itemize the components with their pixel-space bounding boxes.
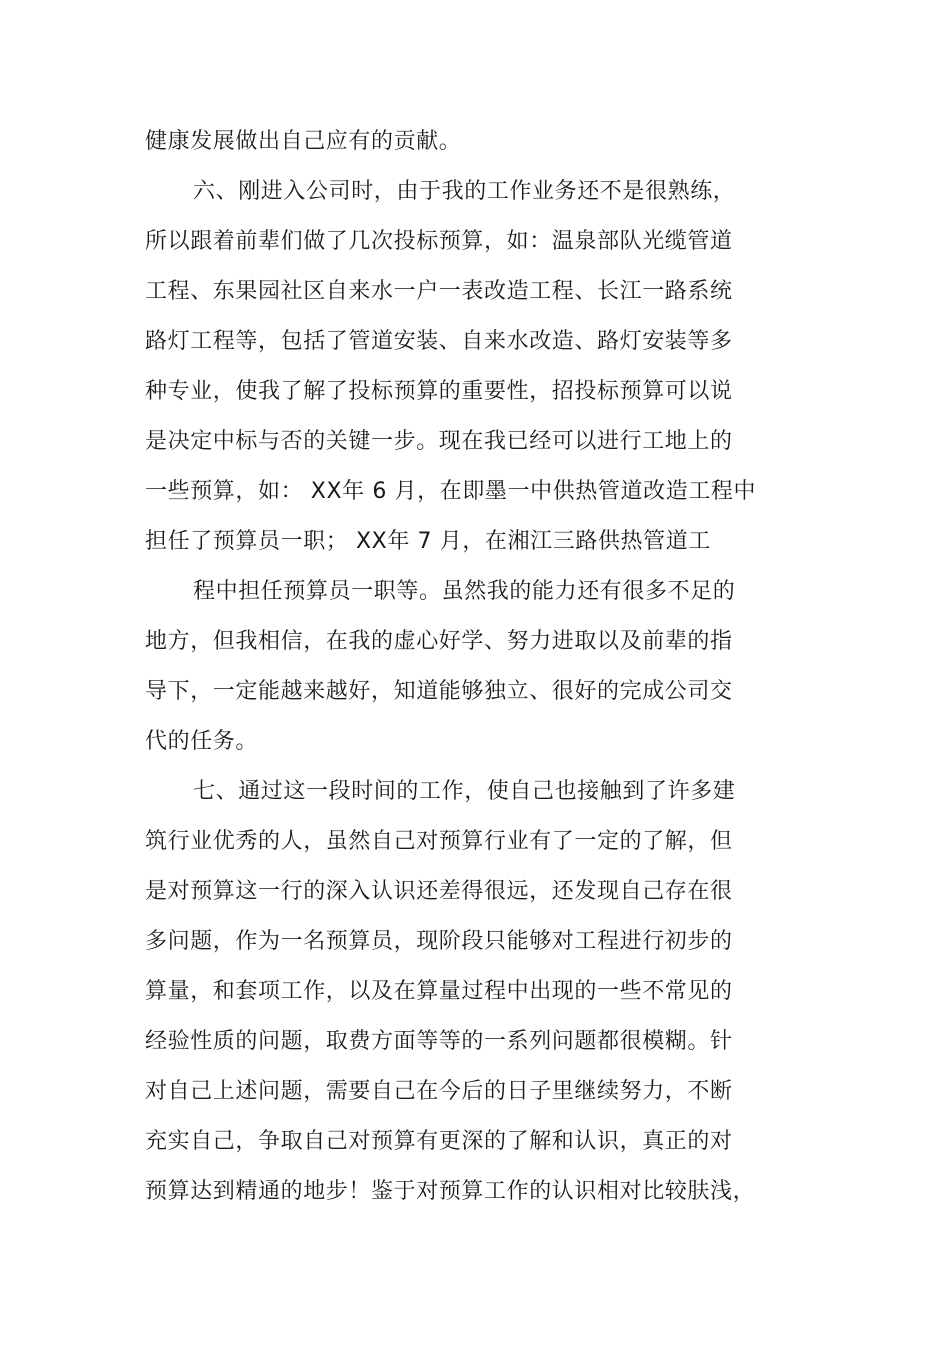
- text-line: 健康发展做出自己应有的贡献。: [145, 129, 462, 154]
- text-line: 地方，但我相信，在我的虚心好学、努力进取以及前辈的指: [145, 629, 733, 654]
- text-line: 预算达到精通的地步！鉴于对预算工作的认识相对比较肤浅，: [145, 1179, 756, 1204]
- text-line: 多问题，作为一名预算员，现阶段只能够对工程进行初步的: [145, 929, 733, 954]
- text-line: 所以跟着前辈们做了几次投标预算，如：温泉部队光缆管道: [145, 229, 733, 254]
- paragraph-7-first-line: 七、通过这一段时间的工作，使自己也接触到了许多建: [193, 779, 736, 804]
- text-line: 代的任务。: [145, 729, 259, 754]
- text-line: 是决定中标与否的关键一步。现在我已经可以进行工地上的: [145, 429, 733, 454]
- text-line: 是对预算这一行的深入认识还差得很远，还发现自己存在很: [145, 879, 733, 904]
- text-line: 对自己上述问题，需要自己在今后的日子里继续努力，不断: [145, 1079, 733, 1104]
- text-line: 导下，一定能越来越好，知道能够独立、很好的完成公司交: [145, 679, 733, 704]
- text-line: 担任了预算员一职； XX年 7 月，在湘江三路供热管道工: [145, 529, 711, 554]
- text-line: 种专业，使我了解了投标预算的重要性，招投标预算可以说: [145, 379, 733, 404]
- paragraph-6-first-line: 六、刚进入公司时，由于我的工作业务还不是很熟练，: [193, 179, 736, 204]
- text-line: 工程、东果园社区自来水一户一表改造工程、长江一路系统: [145, 279, 733, 304]
- text-line: 一些预算，如： XX年 6 月，在即墨一中供热管道改造工程中: [145, 479, 757, 504]
- text-line: 经验性质的问题，取费方面等等的一系列问题都很模糊。针: [145, 1029, 733, 1054]
- text-line: 筑行业优秀的人，虽然自己对预算行业有了一定的了解，但: [145, 829, 733, 854]
- text-line: 程中担任预算员一职等。虽然我的能力还有很多不足的: [193, 579, 736, 604]
- text-line: 充实自己，争取自己对预算有更深的了解和认识，真正的对: [145, 1129, 733, 1154]
- text-line: 路灯工程等，包括了管道安装、自来水改造、路灯安装等多: [145, 329, 733, 354]
- text-line: 算量，和套项工作，以及在算量过程中出现的一些不常见的: [145, 979, 733, 1004]
